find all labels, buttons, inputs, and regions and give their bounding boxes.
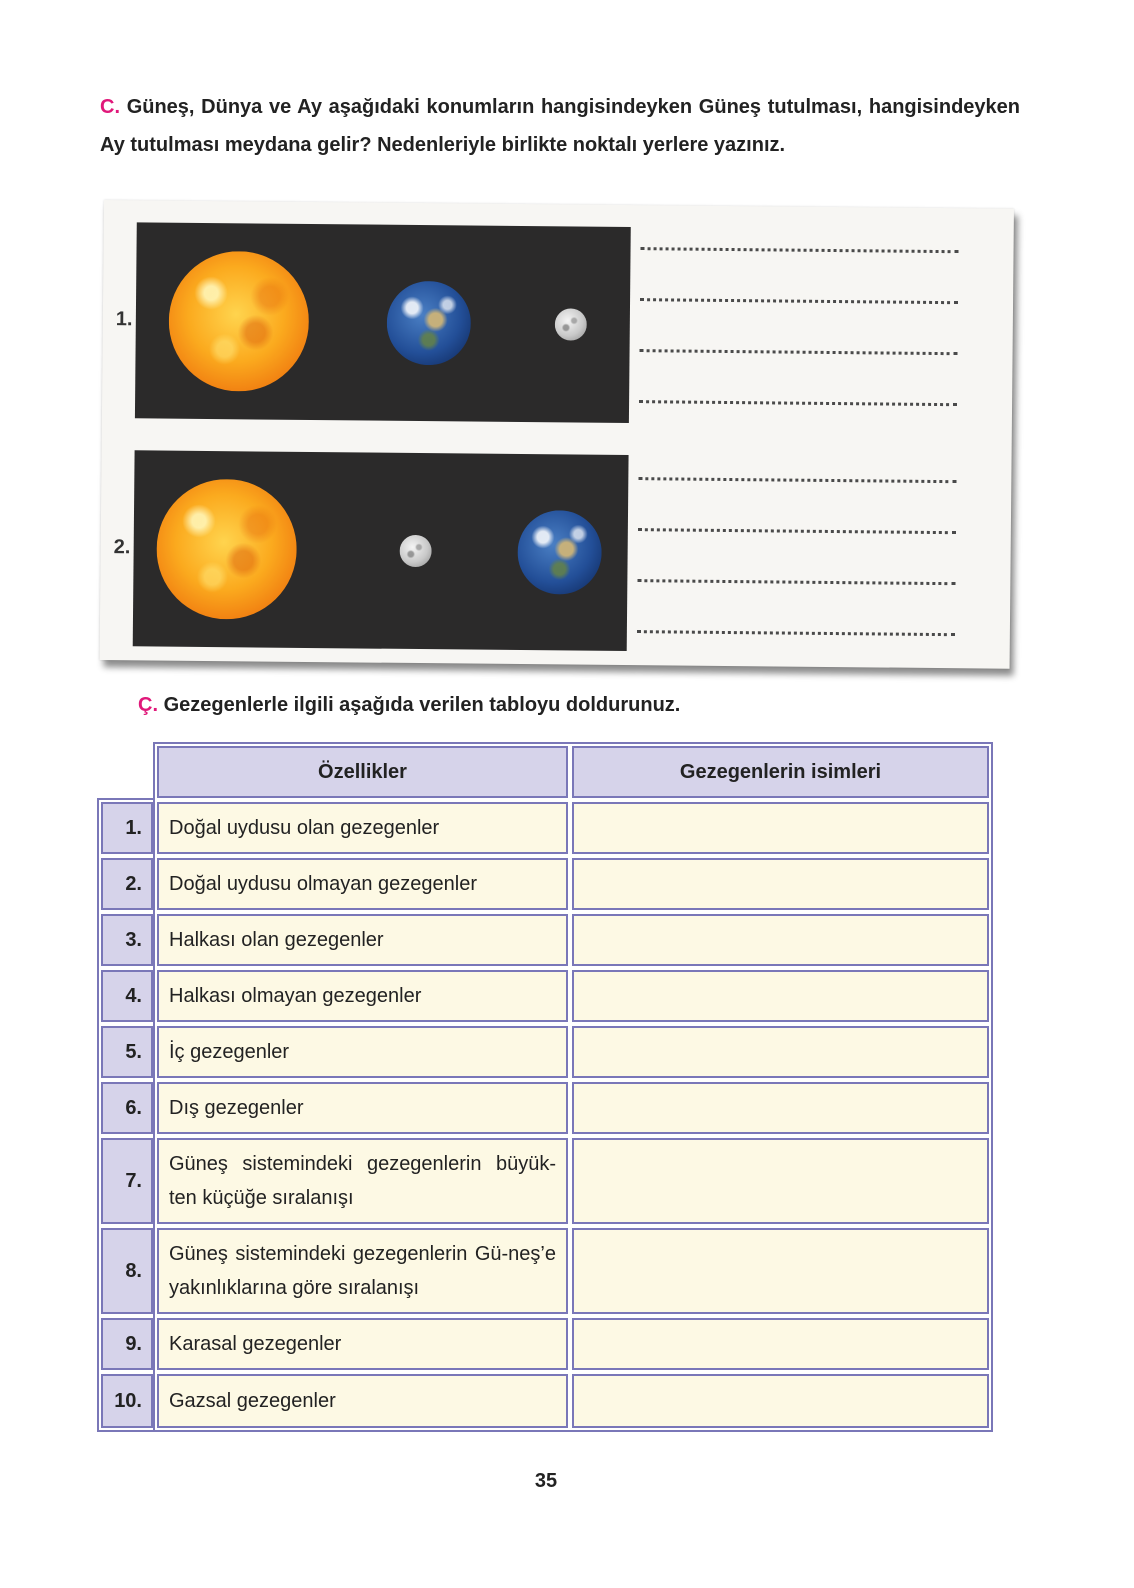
eclipse-card <box>100 200 1014 669</box>
row-number: 8. <box>101 1228 153 1314</box>
header-features: Özellikler <box>157 746 568 798</box>
sun-image <box>168 251 309 392</box>
scene-1-number: 1. <box>115 308 133 331</box>
row-feature-text: Karasal gezegenler <box>169 1333 342 1355</box>
row-number: 2. <box>101 858 153 910</box>
row-feature <box>157 802 568 854</box>
answer-line[interactable] <box>641 247 959 253</box>
row-answer-cell[interactable] <box>572 1374 989 1428</box>
answer-line[interactable] <box>639 400 957 406</box>
earth-image <box>517 510 602 595</box>
scene-2-panel <box>133 450 629 651</box>
answer-line[interactable] <box>638 528 956 534</box>
scene-2-number: 2. <box>113 536 131 559</box>
row-feature <box>157 914 568 966</box>
row-feature-text: Halkası olan gezegenler <box>169 929 384 951</box>
answer-line[interactable] <box>637 630 955 636</box>
question-cc <box>138 694 680 717</box>
row-answer-cell[interactable] <box>572 970 989 1022</box>
row-answer-cell[interactable] <box>572 1082 989 1134</box>
answer-line[interactable] <box>640 349 958 355</box>
moon-image <box>399 535 431 567</box>
row-feature-text: İç gezegenler <box>169 1041 290 1063</box>
answer-line[interactable] <box>637 579 955 585</box>
row-number: 7. <box>101 1138 153 1224</box>
row-feature <box>157 1228 568 1314</box>
row-feature-text: Doğal uydusu olan gezegenler <box>169 817 440 839</box>
question-c-text: Güneş, Dünya ve Ay aşağıdaki konumların hangisindeyken Güneş tutulması, hangisindeyken Ay tutulması meydana gelir? Nedenleriyle birlikte noktalı yerlere yazınız. <box>100 96 1021 156</box>
row-feature <box>157 970 568 1022</box>
header-planet-names: Gezegenlerin isimleri <box>572 746 989 798</box>
row-number: 1. <box>101 802 153 854</box>
row-answer-cell[interactable] <box>572 1026 989 1078</box>
row-number: 10. <box>101 1374 153 1428</box>
row-number: 3. <box>101 914 153 966</box>
row-number: 5. <box>101 1026 153 1078</box>
page-number: 35 <box>534 1470 558 1492</box>
row-answer-cell[interactable] <box>572 1138 989 1224</box>
question-c <box>100 88 1020 164</box>
row-number: 9. <box>101 1318 153 1370</box>
row-feature-text: Dış gezegenler <box>169 1097 304 1119</box>
answer-line[interactable] <box>638 477 956 483</box>
answer-line[interactable] <box>640 298 958 304</box>
row-feature <box>157 858 568 910</box>
row-answer-cell[interactable] <box>572 1228 989 1314</box>
sun-image <box>156 479 297 620</box>
row-feature <box>157 1082 568 1134</box>
row-feature-text: Güneş sistemindeki gezegenlerin Gü-neş’e yakınlıklarına göre sıralanışı <box>169 1243 556 1299</box>
row-feature <box>157 1138 568 1224</box>
moon-image <box>555 308 587 340</box>
row-feature <box>157 1374 568 1428</box>
question-c-letter: C. <box>100 96 120 118</box>
question-cc-letter: Ç. <box>138 694 158 716</box>
row-feature-text: Gazsal gezegenler <box>169 1390 336 1412</box>
row-feature <box>157 1318 568 1370</box>
earth-image <box>386 281 471 366</box>
row-number: 6. <box>101 1082 153 1134</box>
question-cc-text: Gezegenlerle ilgili aşağıda verilen tabloyu doldurunuz. <box>163 694 681 716</box>
scene-1-panel <box>135 222 631 423</box>
row-feature <box>157 1026 568 1078</box>
row-feature-text: Doğal uydusu olmayan gezegenler <box>169 873 477 895</box>
row-answer-cell[interactable] <box>572 858 989 910</box>
row-answer-cell[interactable] <box>572 914 989 966</box>
row-feature-text: Halkası olmayan gezegenler <box>169 985 422 1007</box>
row-answer-cell[interactable] <box>572 802 989 854</box>
row-answer-cell[interactable] <box>572 1318 989 1370</box>
row-number: 4. <box>101 970 153 1022</box>
row-feature-text: Güneş sistemindeki gezegenlerin büyük-ten küçüğe sıralanışı <box>169 1153 556 1209</box>
